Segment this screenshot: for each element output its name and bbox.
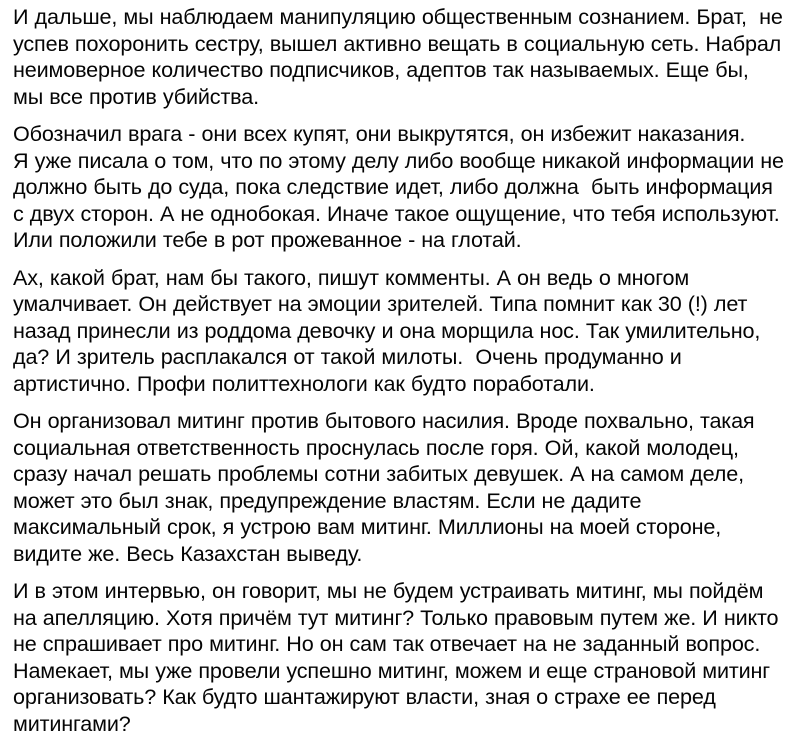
- text-line: социальная ответственность проснулась после горя. Ой, какой молодец,: [13, 435, 786, 462]
- text-line: да? И зритель расплакался от такой милоты. Очень продуманно и: [13, 344, 786, 371]
- text-line: назад принесли из роддома девочку и она морщила нос. Так умилительно,: [13, 318, 786, 345]
- paragraph-5: [13, 578, 786, 737]
- text-line: с двух сторон. А не однобокая. Иначе такое ощущение, что тебя используют.: [13, 201, 786, 228]
- text-line: Он организовал митинг против бытового насилия. Вроде похвально, такая: [13, 408, 786, 435]
- paragraph-3: [13, 265, 786, 398]
- text-line: максимальный срок, я устрою вам митинг. Миллионы на моей стороне,: [13, 514, 786, 541]
- text-line: И в этом интервью, он говорит, мы не будем устраивать митинг, мы пойдём: [13, 578, 786, 605]
- text-line: не спрашивает про митинг. Но он сам так отвечает на не заданный вопрос.: [13, 631, 786, 658]
- text-line: неимоверное количество подписчиков, адептов так называемых. Еще бы,: [13, 57, 786, 84]
- text-line: может это был знак, предупреждение властям. Если не дадите: [13, 488, 786, 515]
- text-line: видите же. Весь Казахстан выведу.: [13, 541, 786, 568]
- text-line: организовать? Как будто шантажируют власти, зная о страхе ее перед: [13, 684, 786, 711]
- text-line: Или положили тебе в рот прожеванное - на глотай.: [13, 227, 786, 254]
- text-line: должно быть до суда, пока следствие идет, либо должна быть информация: [13, 174, 786, 201]
- text-line: на апелляцию. Хотя причём тут митинг? Только правовым путем же. И никто: [13, 605, 786, 632]
- text-line: артистично. Профи политтехнологи как будто поработали.: [13, 371, 786, 398]
- text-line: Обозначил врага - они всех купят, они выкрутятся, он избежит наказания.: [13, 121, 786, 148]
- text-line: Намекает, мы уже провели успешно митинг, можем и еще страновой митинг: [13, 658, 786, 685]
- paragraph-4: [13, 408, 786, 567]
- text-line: Я уже писала о том, что по этому делу либо вообще никакой информации не: [13, 148, 786, 175]
- text-line: умалчивает. Он действует на эмоции зрителей. Типа помнит как 30 (!) лет: [13, 291, 786, 318]
- text-line: успев похоронить сестру, вышел активно вещать в социальную сеть. Набрал: [13, 31, 786, 58]
- paragraph-1: [13, 4, 786, 110]
- text-line: И дальше, мы наблюдаем манипуляцию общественным сознанием. Брат, не: [13, 4, 786, 31]
- text-line: Ах, какой брат, нам бы такого, пишут комменты. А он ведь о многом: [13, 265, 786, 292]
- paragraph-2: [13, 121, 786, 254]
- text-line: мы все против убийства.: [13, 84, 786, 111]
- text-line: сразу начал решать проблемы сотни забитых девушек. А на самом деле,: [13, 461, 786, 488]
- text-line: митингами?: [13, 711, 786, 737]
